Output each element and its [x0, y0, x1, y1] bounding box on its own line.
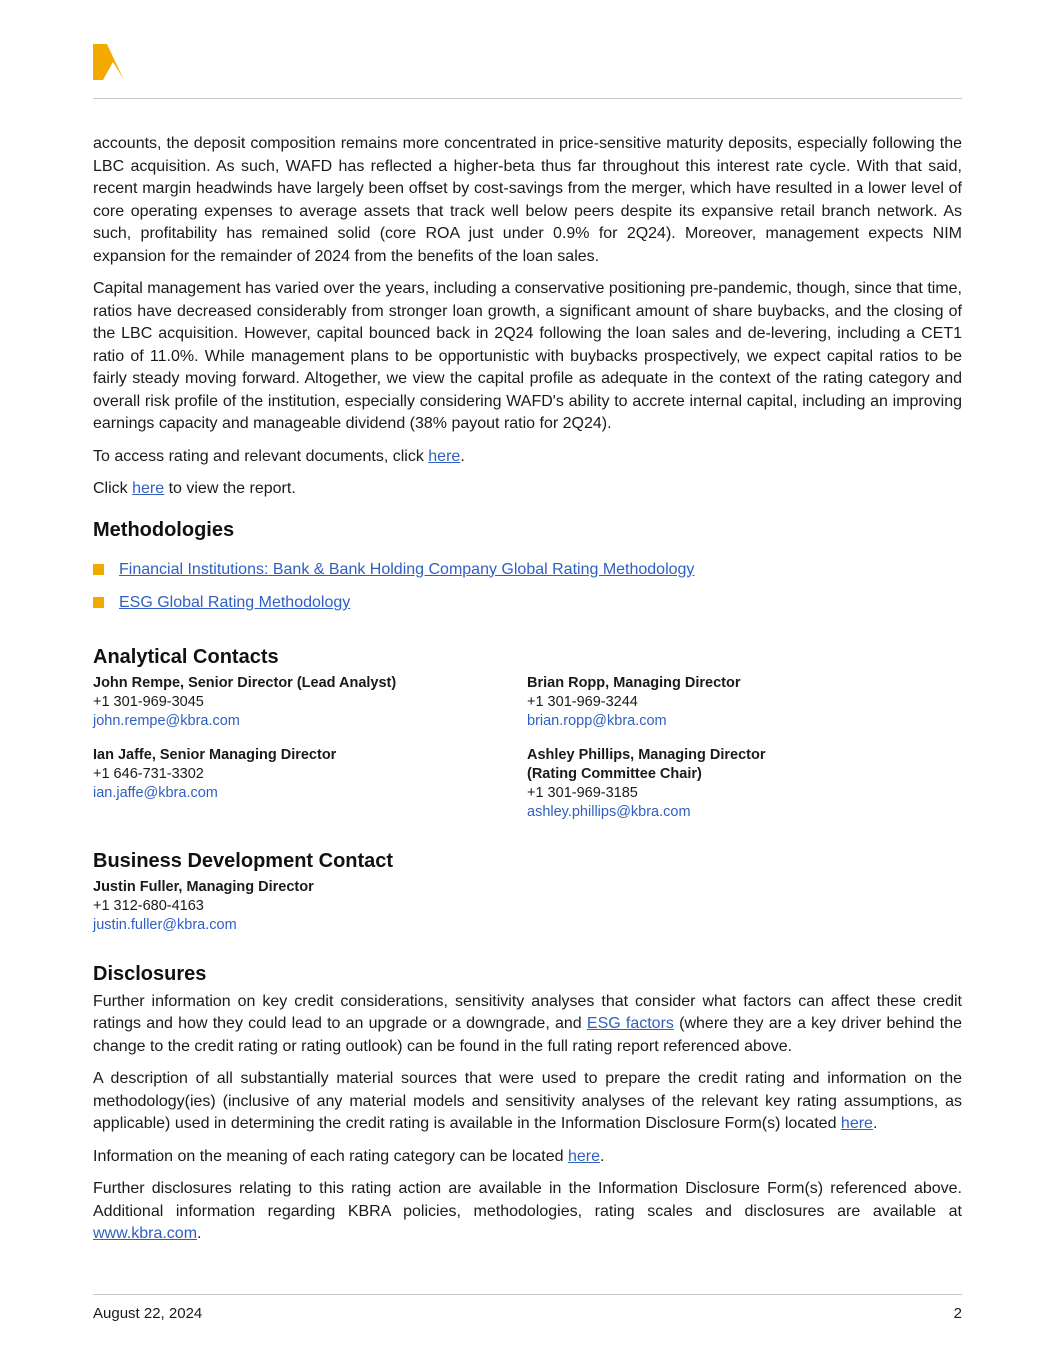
access-documents-link[interactable]: here: [428, 447, 461, 465]
contact-role: (Rating Committee Chair): [527, 765, 702, 782]
page-number: 2: [953, 1305, 962, 1322]
business-development-heading: Business Development Contact: [93, 849, 394, 872]
disclosure-text: Further information on key credit considerations, sensitivity analyses that consider what factors can affect these credit ratings and how they could lead to an upgrade or a downgrade, and: [93, 992, 962, 1032]
disclosure-text: .: [600, 1147, 605, 1165]
footer-divider: [93, 1294, 962, 1295]
body-paragraph-2: Capital management has varied over the years, including a conservative positioning pre-pandemic, though, since that time, ratios have decreased considerably from stronger loan growth, a significant amount of share buybacks, and the closing of the LBC acquisition. However, capital bounced back in 2Q24 following the loan sales and de-levering, including a CET1 ratio of 11.0%. While management plans to be opportunistic with buybacks prospectively, we expect capital ratios to be fairly steady moving forward. Altogether, we view the capital profile as adequate in the context of the rating category and overall risk profile of the institution, especially considering WAFD's ability to accrete internal capital, including an improving earnings capacity and manageable dividend (38% payout ratio for 2Q24).: [93, 280, 962, 432]
contact-phone: +1 312-680-4163: [93, 897, 204, 914]
business-contact-card: [93, 878, 962, 935]
access-prefix: To access rating and relevant documents, click: [93, 447, 429, 465]
contact-name: Justin Fuller, Managing Director: [93, 878, 314, 895]
contact-name: John Rempe, Senior Director (Lead Analyst): [93, 674, 397, 691]
rating-category-link[interactable]: here: [567, 1147, 600, 1165]
contact-email-link[interactable]: brian.ropp@kbra.com: [527, 712, 667, 729]
footer-date: August 22, 2024: [93, 1305, 203, 1322]
methodology-link-esg[interactable]: ESG Global Rating Methodology: [119, 593, 351, 611]
disclosure-text: .: [872, 1115, 878, 1132]
contact-phone: +1 301-969-3045: [93, 693, 204, 710]
disclosure-paragraph-1: [93, 991, 962, 1059]
disclosure-form-link[interactable]: here: [840, 1115, 873, 1132]
esg-factors-link[interactable]: ESG factors: [586, 1015, 674, 1032]
methodologies-heading: Methodologies: [93, 518, 235, 541]
disclosure-text: A description of all substantially material sources that were used to prepare the credit rating and information on the methodology(ies) (inclusive of any material models and sensitivity analyses of the relevant key rating assumptions, as applicable) used in determining the credit rating is available in the Information Disclosure Form(s) located: [93, 1070, 962, 1132]
disclosures-heading: Disclosures: [93, 962, 207, 985]
view-report-line: [93, 478, 962, 501]
click-suffix: to view the report.: [164, 480, 296, 497]
view-report-link[interactable]: here: [132, 480, 165, 497]
disclosure-text: (where they are a key driver behind the change to the credit rating or rating outlook) can be found in the full rating report referenced above.: [93, 1015, 962, 1055]
disclosure-text: Further disclosures relating to this rating action are available in the Information Disclosure Form(s) referenced above. Additional information regarding KBRA policies, methodologies, rating scales and disclosures are available at: [93, 1180, 962, 1220]
list-item: [93, 592, 962, 614]
contact-phone: +1 301-969-3244: [527, 693, 638, 710]
page-content: [93, 133, 962, 1256]
contact-card: [527, 674, 962, 731]
contact-email-link[interactable]: john.rempe@kbra.com: [93, 712, 240, 729]
contact-card: [93, 746, 527, 822]
body-paragraph-1: accounts, the deposit composition remains more concentrated in price-sensitive maturity deposits, especially following the LBC acquisition. As such, WAFD has reflected a higher-beta thus far throughout this interest rate cycle. With that said, recent margin headwinds have largely been offset by cost-savings from the merger, which have resulted in a lower level of core operating expenses to average assets that track well below peers despite its expansive retail branch network. As such, profitability has remained solid (core ROA just under 0.9% for 2Q24). Moreover, management expects NIM expansion for the remainder of 2024 from the benefits of the loan sales.: [93, 135, 962, 265]
contact-name: Ashley Phillips, Managing Director: [527, 746, 766, 763]
contact-email-link[interactable]: justin.fuller@kbra.com: [93, 916, 237, 933]
contact-email-link[interactable]: ashley.phillips@kbra.com: [527, 803, 691, 820]
analytical-contacts-heading: Analytical Contacts: [93, 645, 279, 668]
kbra-website-link[interactable]: www.kbra.com: [93, 1225, 198, 1242]
disclosure-text: .: [197, 1225, 202, 1242]
contact-name: Brian Ropp, Managing Director: [527, 674, 741, 691]
disclosure-paragraph-3: [93, 1146, 962, 1169]
header-divider: [93, 98, 962, 99]
list-item: [93, 559, 962, 581]
methodologies-list: [93, 559, 962, 614]
bullet-square-icon: [93, 564, 104, 575]
contact-phone: +1 646-731-3302: [93, 765, 204, 782]
disclosure-text: Information on the meaning of each rating category can be located: [93, 1147, 568, 1165]
access-suffix: .: [460, 447, 465, 465]
kbra-logo-icon: [93, 44, 124, 80]
disclosure-paragraph-4: [93, 1178, 962, 1246]
methodology-link-bank[interactable]: Financial Institutions: Bank & Bank Holding Company Global Rating Methodology: [119, 560, 695, 578]
access-documents-line: [93, 446, 962, 469]
contact-email-link[interactable]: ian.jaffe@kbra.com: [93, 784, 218, 801]
contact-name: Ian Jaffe, Senior Managing Director: [93, 746, 337, 763]
bullet-square-icon: [93, 597, 104, 608]
analytical-contacts-grid: [93, 674, 962, 822]
contact-phone: +1 301-969-3185: [527, 784, 638, 801]
disclosure-paragraph-2: [93, 1068, 962, 1136]
contact-card: [527, 746, 962, 822]
contact-card: [93, 674, 527, 731]
click-prefix: Click: [93, 480, 133, 497]
